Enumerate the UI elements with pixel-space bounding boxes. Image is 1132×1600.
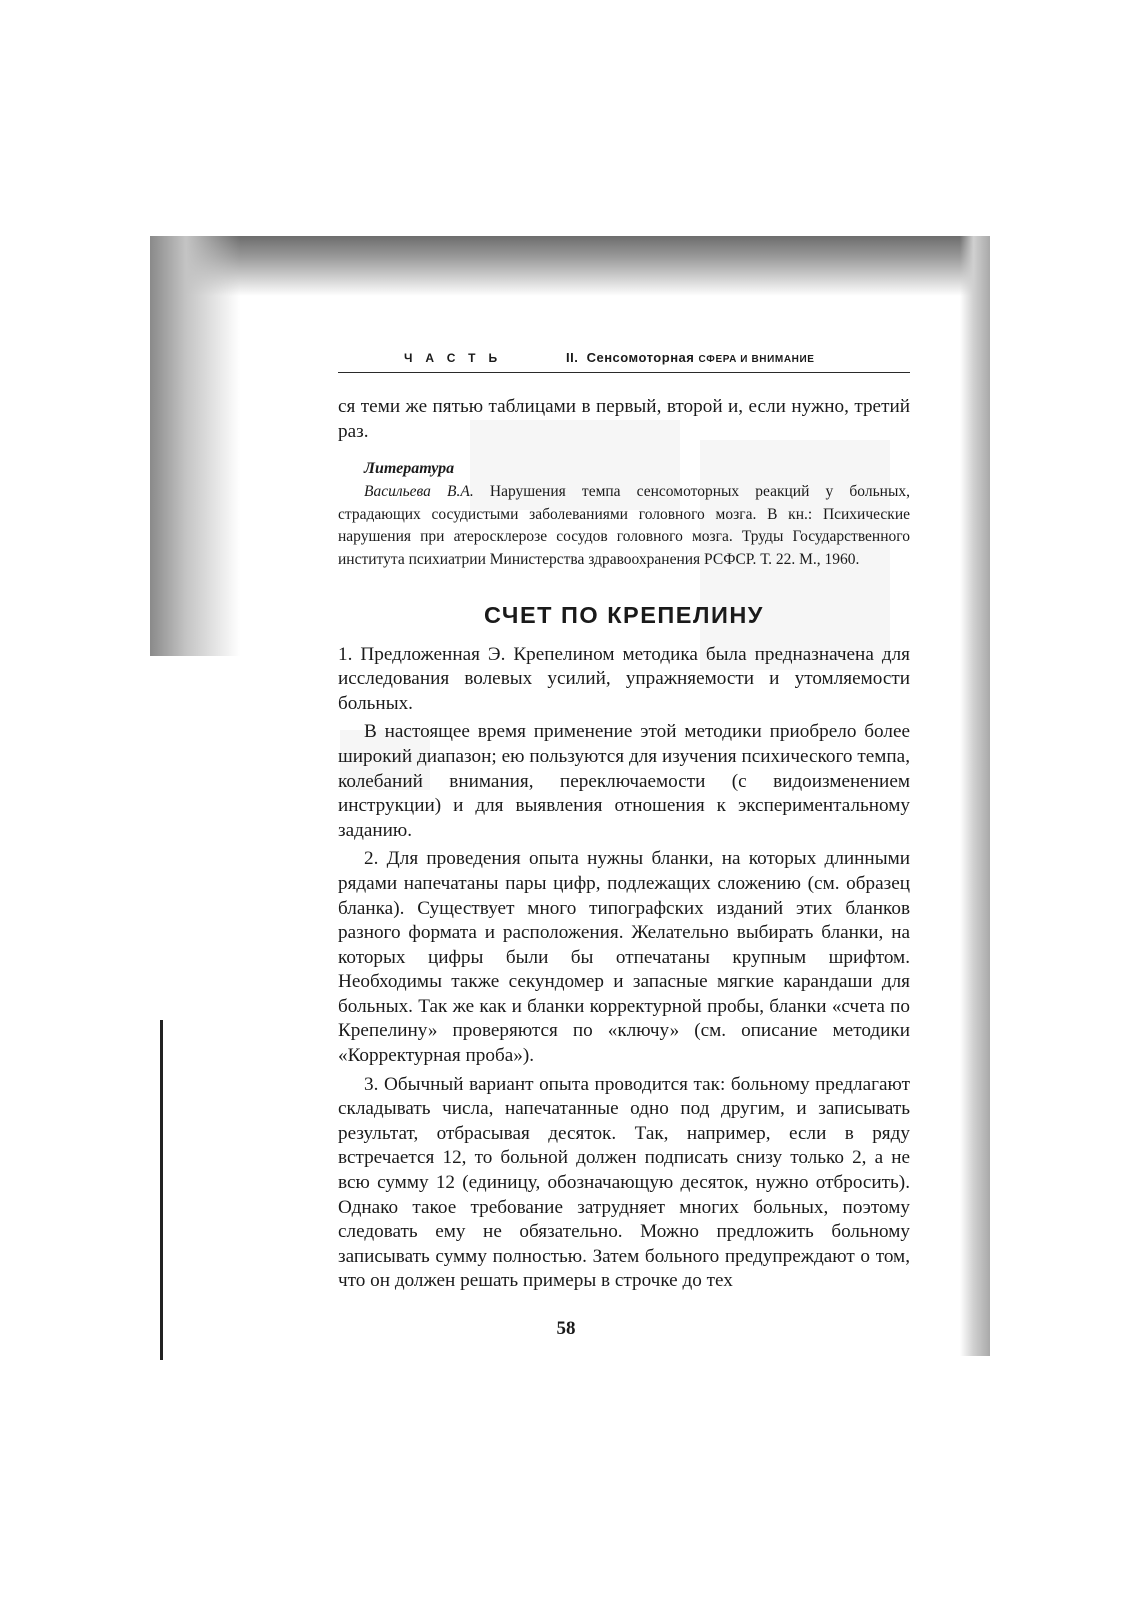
header-section-number: II.: [566, 350, 579, 365]
literature-text: Нарушения темпа сенсомоторных реакций у больных, страдающих сосудистыми заболеваниями головного мозга. В кн.: Психические нарушения при атеросклерозе сосудов головного мозга. Труды Государственного института психиатрии Министерства здравоохранения РСФСР. Т. 22. М., 1960.: [338, 483, 910, 568]
literature-heading: Литература: [364, 460, 455, 478]
body-paragraph: 1. Предложенная Э. Крепелином методика была предназначена для исследования волевых усилий, упражняемости и утомляемости больных.: [338, 643, 910, 714]
literature-authors: Васильева В.А.: [364, 483, 474, 501]
scan-shadow-top: [150, 236, 990, 296]
body-paragraph: 2. Для проведения опыта нужны бланки, на которых длинными рядами напечатаны пары цифр, подлежащих сложению (см. образец бланка). Существует много типографских изданий этих бланков разного формата и расположения. Желательно выбирать бланки, на которых цифры были бы отпечатаны крупным шрифтом. Необходимы также секундомер и запасные мягкие карандаши для больных. Так же как и бланки корректурной пробы, бланки «счета по Крепелину» проверяются по «ключу» (см. описание методики «Корректурная проба»).: [338, 848, 910, 1067]
section-title: СЧЕТ ПО КРЕПЕЛИНУ: [484, 601, 764, 628]
header-section: [566, 350, 815, 365]
body-paragraph: 3. Обычный вариант опыта проводится так: больному предлагают складывать числа, напечатанные одно под другим, и записывать результат, отбрасывая десяток. Так, например, если в ряду встречается 12, то больной должен подписать снизу только 2, а не всю сумму 12 (единицу, обозначающую десяток, нужно отбросить). Однако такое требование затрудняет многих больных, поэтому следовать ему не обязательно. Можно предложить больному записывать сумму полностью. Затем больного предупреждают о том, что он должен решать примеры в строчке до тех: [338, 1073, 910, 1292]
book-page: [338, 340, 910, 1294]
body-paragraph: В настоящее время применение этой методики приобрело более широкий диапазон; ею пользуются для изучения психического темпа, колебаний внимания, переключаемости (с видоизменением инструкции) и для выявления отношения к экспериментальному заданию.: [338, 721, 910, 841]
running-header: [338, 340, 910, 373]
scan-shadow-right: [960, 236, 990, 1356]
continuation-paragraph: ся теми же пятью таблицами в первый, второй и, если нужно, третий раз.: [338, 396, 910, 442]
scan-shadow-left: [150, 236, 240, 656]
header-part-label: ЧАСТЬ: [404, 351, 511, 365]
scan-edge-line: [160, 1020, 163, 1360]
page-number: 58: [556, 1318, 576, 1339]
header-section-title-rest: СФЕРА И ВНИМАНИЕ: [698, 354, 815, 365]
literature-reference: [338, 481, 910, 571]
header-section-title-first: Сенсомоторная: [586, 350, 695, 365]
